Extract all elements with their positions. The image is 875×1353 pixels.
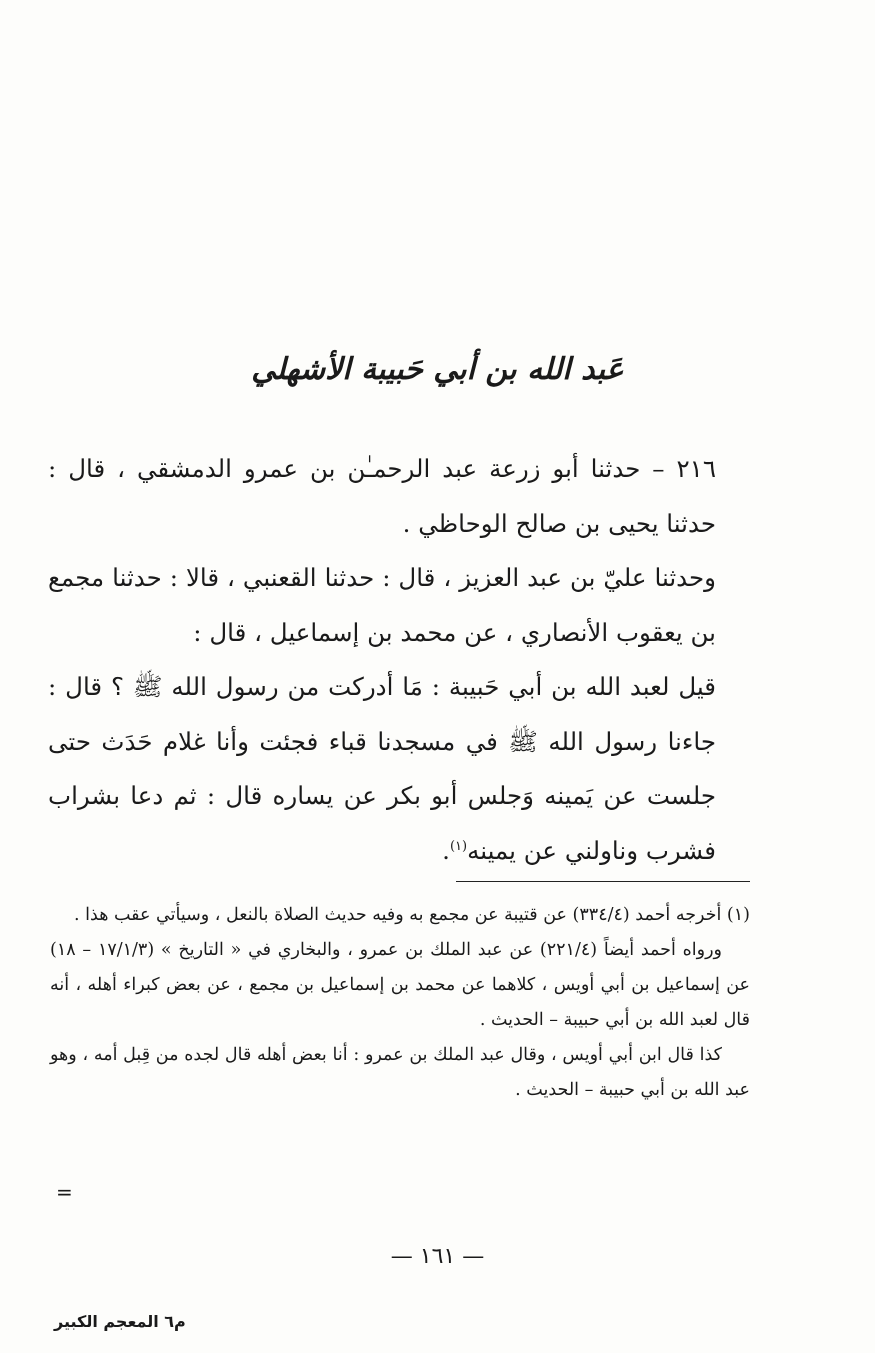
footnote-separator xyxy=(456,881,750,882)
signature-mark: م٦ المعجم الكبير xyxy=(54,1312,186,1331)
second-isnad-paragraph: وحدثنا عليّ بن عبد العزيز ، قال : حدثنا القعنبي ، قالا : حدثنا مجمع بن يعقوب الأنصاري ، عن محمد بن إسماعيل ، قال : xyxy=(48,563,716,647)
footnote-1-continued: ورواه أحمد أيضاً (٢٢١/٤) عن عبد الملك بن عمرو ، والبخاري في « التاريخ » (١٧/١/٣ – ١٨) عن إسماعيل بن أبي أويس ، كلاهما عن محمد بن إسماعيل بن مجمع ، عن بعض كبراء أهله ، أنه قال لعبد الله بن أبي حبيبة – الحديث . xyxy=(50,940,750,1030)
hadith-matn-paragraph xyxy=(48,660,750,878)
footnote-1: (١) أخرجه أحمد (٣٣٤/٤) عن قتيبة عن مجمع به وفيه حديث الصلاة بالنعل ، وسيأتي عقب هذا . xyxy=(74,905,750,925)
footnote-1-note: كذا قال ابن أبي أويس ، وقال عبد الملك بن عمرو : أنا بعض أهله قال لجده من قِبل أمه ، وهو عبد الله بن أبي حبيبة – الحديث . xyxy=(50,1045,750,1100)
hadith-isnad-paragraph: ٢١٦ – حدثنا أبو زرعة عبد الرحمـٰن بن عمرو الدمشقي ، قال : حدثنا يحيى بن صالح الوحاظي . xyxy=(48,454,716,538)
footnote-reference: (١) xyxy=(449,838,468,854)
hadith-matn-text: قيل لعبد الله بن أبي حَبيبة : مَا أدركت من رسول الله ﷺ ؟ قال : جاءنا رسول الله ﷺ في مسجدنا قباء فجئت وأنا غلام حَدَث حتى جلست عن يَمينه وَجلس أبو بكر عن يساره قال : ثم دعا بشراب فشرب وناولني عن يمينه xyxy=(48,672,716,865)
section-heading: عَبد الله بن أبي حَبيبة الأشهلي xyxy=(251,352,624,387)
continuation-mark: = xyxy=(56,1180,73,1204)
footnotes xyxy=(50,898,750,1108)
main-text xyxy=(48,442,750,878)
page-number: — ١٦١ — xyxy=(390,1244,485,1269)
hadith-matn-end: . xyxy=(442,835,450,865)
